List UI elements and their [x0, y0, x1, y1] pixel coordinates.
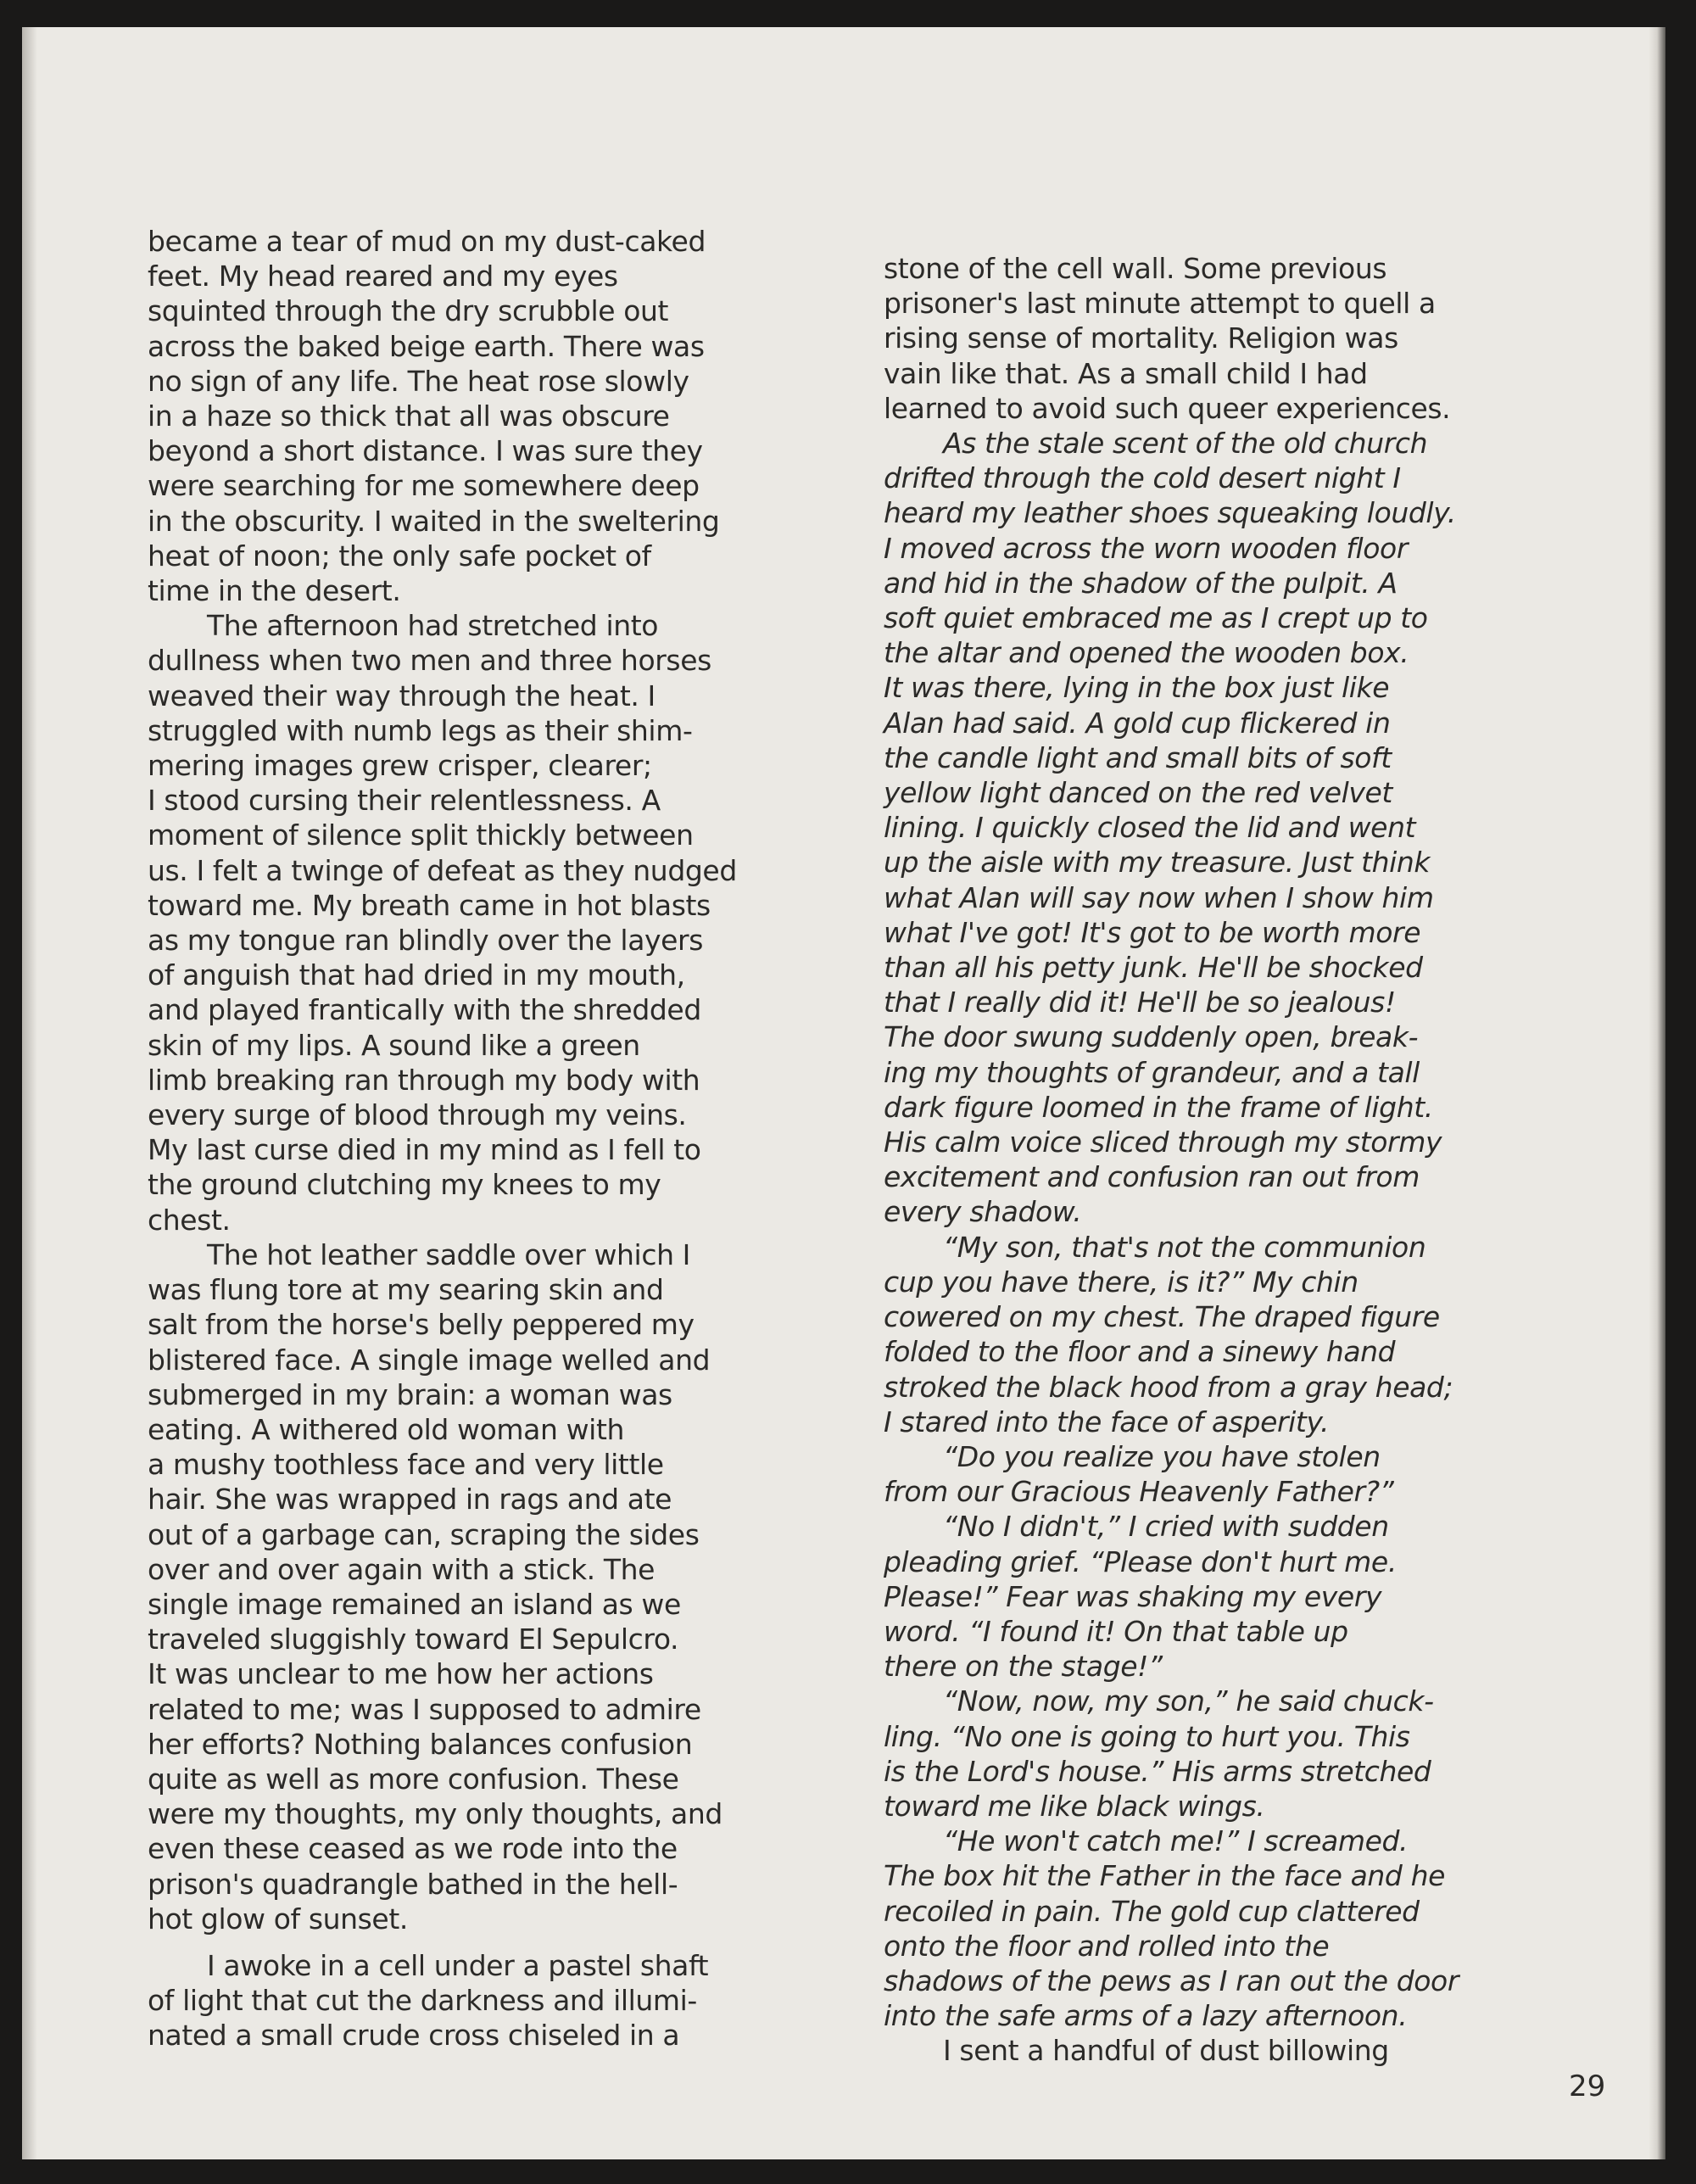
- text-line: moment of silence split thickly between: [148, 818, 694, 852]
- text-line: even these ceased as we rode into the: [148, 1832, 678, 1866]
- text-line: limb breaking ran through my body with: [148, 1063, 700, 1097]
- text-line: a mushy toothless face and very little: [148, 1448, 664, 1482]
- text-line: hair. She was wrapped in rags and ate: [148, 1483, 672, 1517]
- text-line: and hid in the shadow of the pulpit. A: [884, 566, 1398, 600]
- text-line: toward me like black wings.: [884, 1789, 1265, 1823]
- text-line: heard my leather shoes squeaking loudly.: [884, 496, 1456, 530]
- text-line: It was there, lying in the box just like: [884, 671, 1390, 705]
- text-line: blistered face. A single image welled and: [148, 1343, 711, 1377]
- text-line: “He won't catch me!” I screamed.: [943, 1824, 1409, 1858]
- text-line: drifted through the cold desert night I: [884, 461, 1401, 495]
- text-line: chest.: [148, 1203, 231, 1237]
- right-text-column: [884, 251, 1545, 2069]
- text-line: the altar and opened the wooden box.: [884, 636, 1409, 670]
- text-line: It was unclear to me how her actions: [148, 1657, 654, 1691]
- text-line: excitement and confusion ran out from: [884, 1160, 1420, 1194]
- text-line: His calm voice sliced through my stormy: [884, 1126, 1442, 1159]
- text-line: recoiled in pain. The gold cup clattered: [884, 1894, 1420, 1928]
- text-line: into the safe arms of a lazy afternoon.: [884, 1999, 1408, 2033]
- page-edge: [1649, 27, 1665, 2159]
- text-line: was flung tore at my searing skin and: [148, 1273, 664, 1307]
- text-line: of light that cut the darkness and illumi-: [148, 1984, 697, 2018]
- text-line: in a haze so thick that all was obscure: [148, 399, 670, 433]
- text-line: out of a garbage can, scraping the sides: [148, 1517, 700, 1551]
- text-line: were searching for me somewhere deep: [148, 469, 700, 503]
- text-line: were my thoughts, my only thoughts, and: [148, 1797, 722, 1831]
- text-line: yellow light danced on the red velvet: [884, 776, 1392, 810]
- text-line: toward me. My breath came in hot blasts: [148, 888, 711, 922]
- text-line: cowered on my chest. The draped figure: [884, 1300, 1440, 1334]
- text-line: submerged in my brain: a woman was: [148, 1377, 672, 1411]
- text-line: eating. A withered old woman with: [148, 1412, 624, 1446]
- text-line: mering images grew crisper, clearer;: [148, 749, 652, 783]
- text-line: The hot leather saddle over which I: [207, 1237, 691, 1271]
- text-line: The afternoon had stretched into: [207, 609, 659, 643]
- text-line: onto the floor and rolled into the: [884, 1929, 1330, 1963]
- text-line: no sign of any life. The heat rose slowly: [148, 364, 689, 398]
- text-line: word. “I found it! On that table up: [884, 1614, 1348, 1648]
- text-line: from our Gracious Heavenly Father?”: [884, 1475, 1394, 1509]
- text-line: weaved their way through the heat. I: [148, 679, 656, 712]
- text-line: her efforts? Nothing balances confusion: [148, 1727, 693, 1761]
- text-line: My last curse died in my mind as I fell to: [148, 1133, 701, 1167]
- text-line: is the Lord's house.” His arms stretched: [884, 1754, 1431, 1788]
- text-line: soft quiet embraced me as I crept up to: [884, 601, 1428, 635]
- text-line: The box hit the Father in the face and he: [884, 1859, 1445, 1893]
- page-number: 29: [1569, 2069, 1606, 2103]
- text-line: “Do you realize you have stolen: [943, 1439, 1381, 1473]
- text-line: prisoner's last minute attempt to quell a: [884, 287, 1436, 321]
- text-line: shadows of the pews as I ran out the door: [884, 1963, 1459, 1997]
- text-line: “No I didn't,” I cried with sudden: [943, 1510, 1389, 1544]
- text-line: related to me; was I supposed to admire: [148, 1692, 701, 1726]
- text-line: stroked the black hood from a gray head;: [884, 1370, 1453, 1404]
- text-line: up the aisle with my treasure. Just think: [884, 846, 1431, 880]
- text-line: and played frantically with the shredded: [148, 993, 701, 1027]
- text-line: The door swung suddenly open, break-: [884, 1020, 1419, 1054]
- text-line: feet. My head reared and my eyes: [148, 260, 618, 293]
- text-line: learned to avoid such queer experiences.: [884, 391, 1451, 425]
- text-line: over and over again with a stick. The: [148, 1552, 656, 1586]
- text-line: quite as well as more confusion. These: [148, 1762, 679, 1796]
- text-line: nated a small crude cross chiseled in a: [148, 2019, 680, 2053]
- text-line: dark figure loomed in the frame of light.: [884, 1090, 1433, 1124]
- text-line: of anguish that had dried in my mouth,: [148, 958, 685, 992]
- text-line: single image remained an island as we: [148, 1587, 681, 1621]
- text-line: there on the stage!”: [884, 1650, 1163, 1684]
- text-line: I stared into the face of asperity.: [884, 1405, 1330, 1438]
- text-line: Alan had said. A gold cup flickered in: [884, 706, 1391, 740]
- text-line: every surge of blood through my veins.: [148, 1098, 687, 1132]
- text-line: struggled with numb legs as their shim-: [148, 713, 693, 747]
- text-line: vain like that. As a small child I had: [884, 356, 1368, 390]
- text-line: beyond a short distance. I was sure they: [148, 434, 703, 468]
- left-text-column: [148, 224, 792, 2053]
- text-line: lining. I quickly closed the lid and went: [884, 811, 1416, 845]
- text-line: ing my thoughts of grandeur, and a tall: [884, 1055, 1420, 1089]
- text-line: time in the desert.: [148, 574, 401, 608]
- spine-shadow: [22, 27, 37, 2159]
- text-line: the candle light and small bits of soft: [884, 740, 1392, 774]
- text-line: in the obscurity. I waited in the sweltering: [148, 504, 720, 538]
- text-line: us. I felt a twinge of defeat as they nudged: [148, 853, 737, 887]
- text-line: the ground clutching my knees to my: [148, 1168, 661, 1202]
- text-line: as my tongue ran blindly over the layers: [148, 924, 704, 958]
- text-line: became a tear of mud on my dust-caked: [148, 225, 706, 258]
- text-line: rising sense of mortality. Religion was: [884, 321, 1398, 355]
- text-line: heat of noon; the only safe pocket of: [148, 539, 651, 573]
- text-line: what I've got! It's got to be worth more: [884, 915, 1421, 949]
- text-line: that I really did it! He'll be so jealous!: [884, 986, 1396, 1019]
- text-line: ling. “No one is going to hurt you. This: [884, 1719, 1410, 1753]
- text-line: skin of my lips. A sound like a green: [148, 1028, 640, 1062]
- text-line: salt from the horse's belly peppered my: [148, 1308, 695, 1342]
- text-line: dullness when two men and three horses: [148, 644, 711, 678]
- text-line: “My son, that's not the communion: [943, 1230, 1426, 1264]
- text-line: Please!” Fear was shaking my every: [884, 1579, 1382, 1613]
- text-line: folded to the floor and a sinewy hand: [884, 1335, 1396, 1369]
- text-line: pleading grief. “Please don't hurt me.: [884, 1544, 1397, 1578]
- text-line: across the baked beige earth. There was: [148, 329, 705, 363]
- text-line: I sent a handful of dust billowing: [943, 2034, 1389, 2068]
- text-line: what Alan will say now when I show him: [884, 880, 1434, 914]
- text-line: I moved across the worn wooden floor: [884, 531, 1408, 565]
- text-line: cup you have there, is it?” My chin: [884, 1265, 1358, 1299]
- text-line: I awoke in a cell under a pastel shaft: [207, 1948, 709, 1982]
- text-line: traveled sluggishly toward El Sepulcro.: [148, 1623, 679, 1656]
- text-line: stone of the cell wall. Some previous: [884, 252, 1387, 285]
- text-line: I stood cursing their relentlessness. A: [148, 784, 661, 818]
- text-line: than all his petty junk. He'll be shocked: [884, 951, 1423, 985]
- text-line: As the stale scent of the old church: [943, 427, 1428, 461]
- text-line: every shadow.: [884, 1195, 1082, 1229]
- magazine-page: [22, 27, 1665, 2159]
- text-line: squinted through the dry scrubble out: [148, 294, 669, 328]
- text-line: “Now, now, my son,” he said chuck-: [943, 1684, 1434, 1718]
- text-line: prison's quadrangle bathed in the hell-: [148, 1867, 678, 1901]
- text-line: hot glow of sunset.: [148, 1902, 408, 1935]
